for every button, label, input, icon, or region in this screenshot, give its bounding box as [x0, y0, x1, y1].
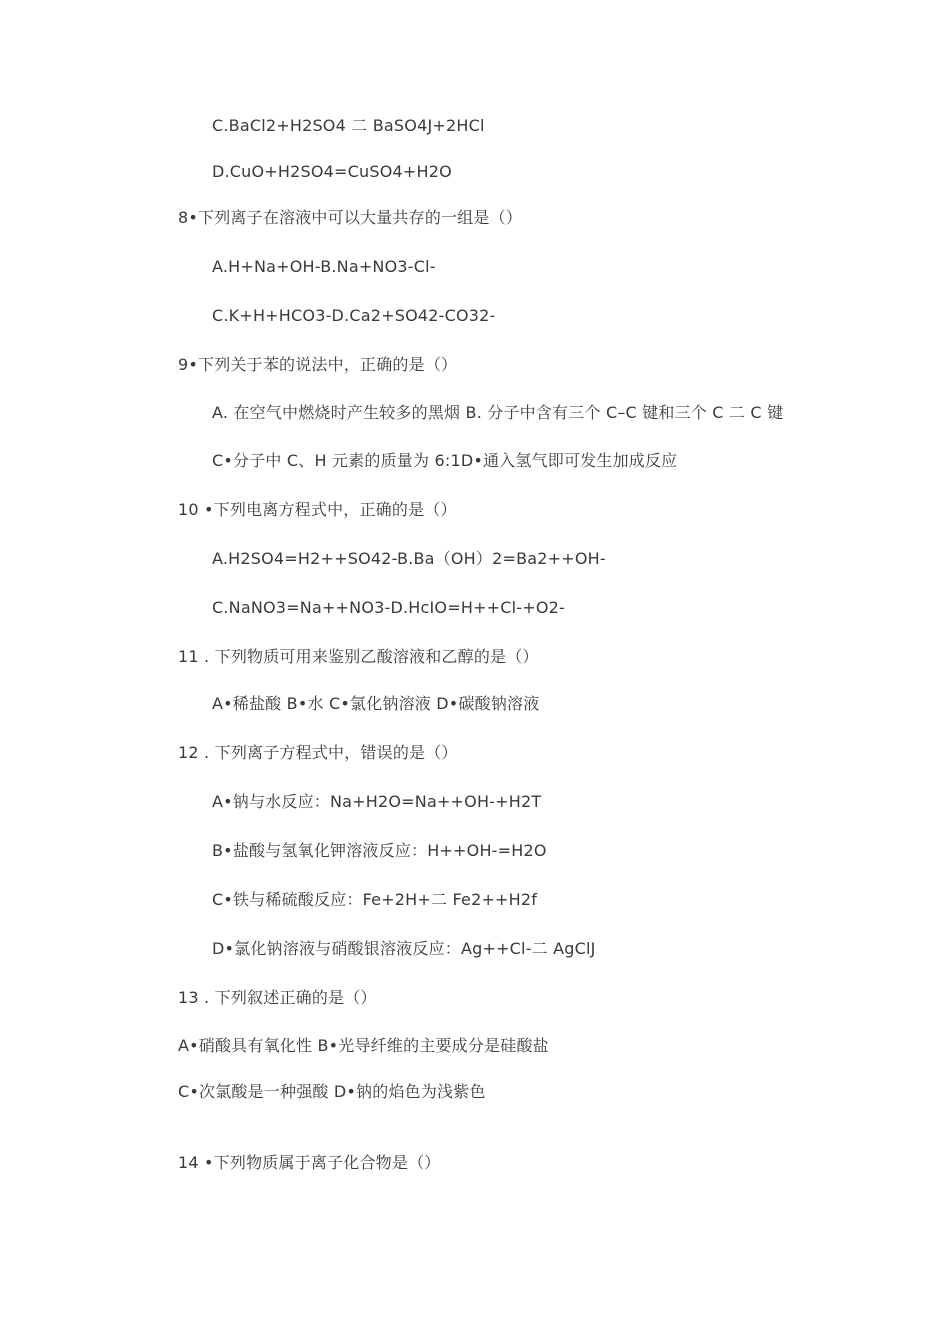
- option-line: A•硝酸具有氧化性 B•光导纤维的主要成分是硅酸盐: [178, 1036, 549, 1055]
- option-line: C•铁与稀硫酸反应：Fe+2H+二 Fe2++H2f: [212, 890, 538, 909]
- option-line: C.K+H+HCO3-D.Ca2+SO42-CO32-: [212, 306, 496, 325]
- option-line: A.H+Na+OH-B.Na+NO3-Cl-: [212, 257, 436, 276]
- option-line: C.NaNO3=Na++NO3-D.HcIO=H++Cl-+O2-: [212, 598, 566, 617]
- question-10: 10 •下列电离方程式中，正确的是（）: [178, 500, 457, 519]
- option-line: A•钠与水反应：Na+H2O=Na++OH-+H2T: [212, 792, 542, 811]
- option-line: C•分子中 C、H 元素的质量为 6:1D•通入氢气即可发生加成反应: [212, 451, 678, 470]
- option-line: D.CuO+H2SO4=CuSO4+H2O: [212, 162, 452, 181]
- question-13: 13 . 下列叙述正确的是（）: [178, 988, 377, 1007]
- option-line: D•氯化钠溶液与硝酸银溶液反应：Ag++Cl-二 AgClJ: [212, 939, 596, 958]
- option-line: C•次氯酸是一种强酸 D•钠的焰色为浅紫色: [178, 1082, 486, 1101]
- question-9: 9•下列关于苯的说法中，正确的是（）: [178, 355, 458, 374]
- question-11: 11 . 下列物质可用来鉴别乙酸溶液和乙醇的是（）: [178, 647, 539, 666]
- option-line: B•盐酸与氢氧化钾溶液反应：H++OH-=H2O: [212, 841, 547, 860]
- question-14: 14 •下列物质属于离子化合物是（）: [178, 1153, 441, 1172]
- option-line: A•稀盐酸 B•水 C•氯化钠溶液 D•碳酸钠溶液: [212, 694, 540, 713]
- question-8: 8•下列离子在溶液中可以大量共存的一组是（）: [178, 208, 523, 227]
- question-12: 12 . 下列离子方程式中，错误的是（）: [178, 743, 458, 762]
- option-line: A. 在空气中燃烧时产生较多的黑烟 B. 分子中含有三个 C–C 键和三个 C 二 C 键: [212, 403, 784, 422]
- option-line: A.H2SO4=H2++SO42-B.Ba（OH）2=Ba2++OH-: [212, 549, 606, 568]
- option-line: C.BaCl2+H2SO4 二 BaSO4J+2HCl: [212, 116, 485, 135]
